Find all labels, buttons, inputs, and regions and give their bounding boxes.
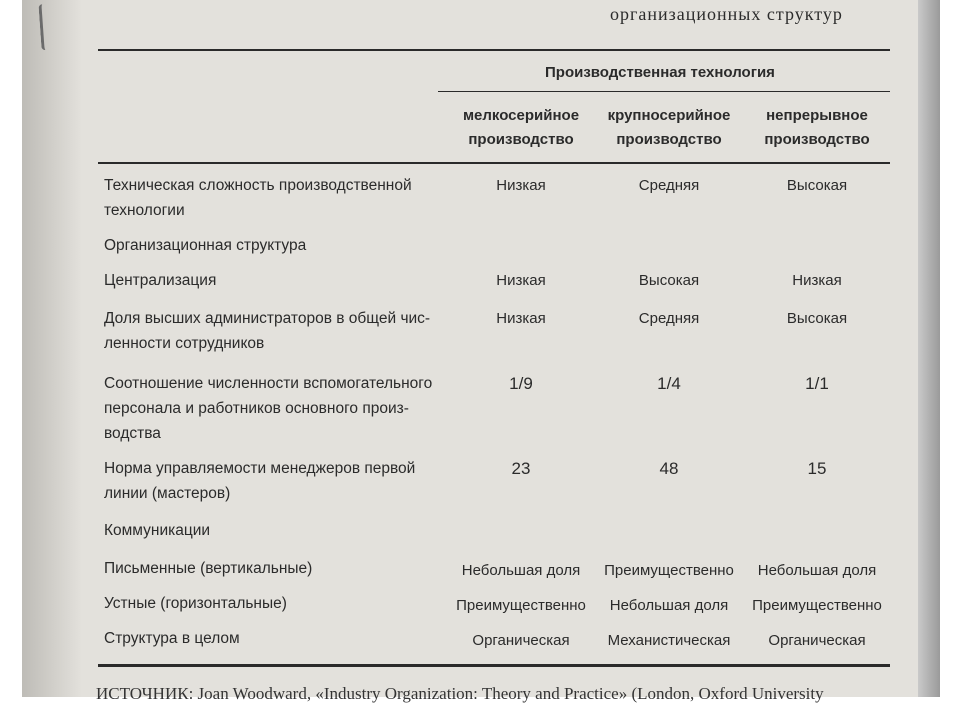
table-cell: 15 [807,459,827,478]
row-label-line: водства [104,425,161,442]
table-cell: Механистическая [607,632,731,649]
row-label-line: ленности сотрудников [104,335,265,352]
section-label: Организационная структура [104,237,307,254]
table-cell: Средняя [638,310,700,327]
column-header-small-batch [456,104,586,152]
table-cell: Небольшая доля [757,562,877,579]
table-cell: Низкая [496,310,546,327]
section-label: Коммуникации [104,522,211,539]
column-header-line: производство [616,131,722,148]
row-label [104,371,432,446]
table-cell: Низкая [496,177,546,194]
table-cell: 1/9 [509,374,533,393]
column-header-mass [598,104,740,152]
table-cell: 48 [659,459,679,478]
column-header-line: производство [764,131,870,148]
table-cell: Преимущественно [752,597,882,614]
table-cell: Высокая [786,310,848,327]
row-label-line: Техническая сложность производственной [104,177,412,194]
row-label: Структура в целом [104,630,240,647]
row-label: Централизация [104,272,217,289]
group-underline [438,91,890,92]
table-cell: Преимущественно [456,597,586,614]
gutter-shadow [22,0,82,697]
table-cell: Низкая [792,272,842,289]
row-label-line: персонала и работников основного произ- [104,400,409,417]
row-label [104,456,415,506]
table-cell: Органическая [768,632,866,649]
table-cell: Небольшая доля [609,597,729,614]
source-note: ИСТОЧНИК: Joan Woodward, «Industry Organization: Theory and Practice» (London, Oxford University [96,684,824,703]
table-cell: 1/4 [657,374,681,393]
table-cell: Средняя [638,177,700,194]
row-label-line: Норма управляемости менеджеров первой [104,460,416,477]
page-edge [918,0,940,697]
column-header-continuous [754,104,880,152]
row-label-line: линии (мастеров) [104,485,231,502]
row-label: Письменные (вертикальные) [104,560,313,577]
row-label-line: Доля высших администраторов в общей чис- [104,310,431,327]
table-cell: Преимущественно [604,562,734,579]
column-header-line: мелкосерийное [462,107,580,124]
table-cell: Небольшая доля [461,562,581,579]
row-label [104,173,412,223]
table-cell: Низкая [496,272,546,289]
running-head: организационных структур [610,4,843,24]
row-label-line: Соотношение численности вспомогательного [104,375,433,392]
column-header-line: производство [468,131,574,148]
row-label [104,306,430,356]
table-top-rule [98,49,890,51]
table-cell: Высокая [786,177,848,194]
table-bottom-rule [98,664,890,667]
table-cell: Органическая [472,632,570,649]
row-label-line: технологии [104,202,185,219]
row-label: Устные (горизонтальные) [104,595,287,612]
table-cell: 1/1 [805,374,829,393]
table-cell: 23 [511,459,531,478]
group-header: Производственная технология [545,64,775,81]
table-cell: Высокая [638,272,700,289]
column-header-line: непрерывное [766,107,868,124]
column-header-line: крупносерийное [607,107,731,124]
header-rule [98,162,890,164]
